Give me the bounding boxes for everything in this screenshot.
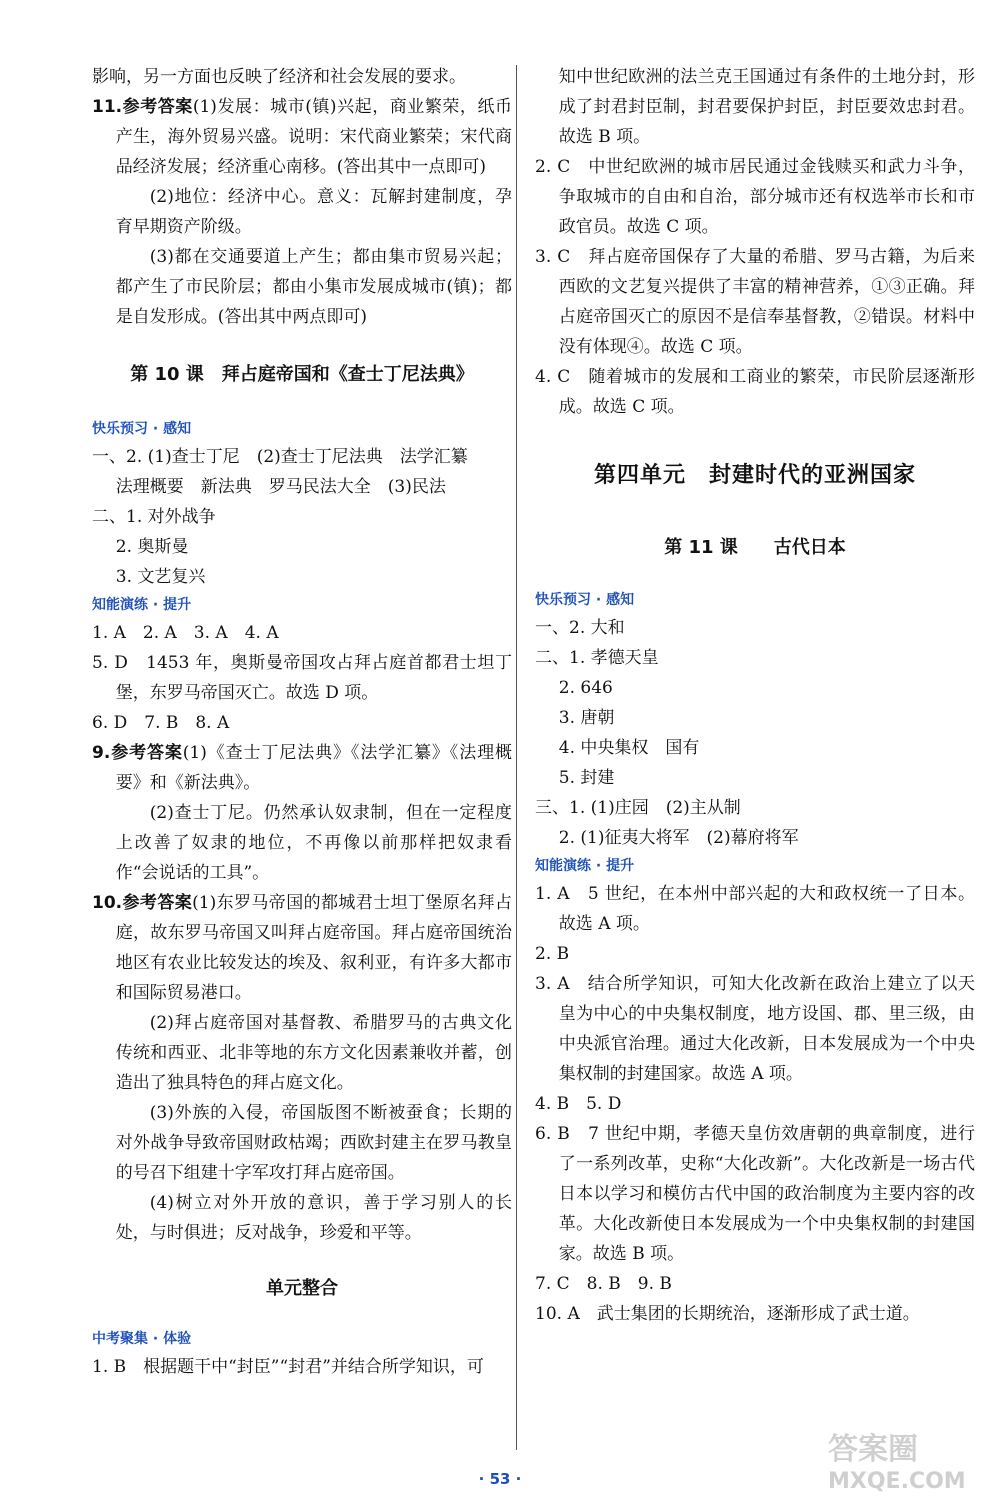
- exam-answer-1: 1. B 根据题干中“封臣”“封君”并结合所学知识，可: [92, 1357, 484, 1377]
- preview-r2e: 5. 封建: [558, 768, 615, 788]
- exam-answer-1-continued: 知中世纪欧洲的法兰克王国通过有条件的土地分封，形成了封君封臣制，封君要保护封臣，封臣要效忠封君。故选 B 项。: [558, 67, 975, 147]
- section-practice: 知能演练 · 提升: [92, 597, 192, 613]
- answers-6-8: 6. D 7. B 8. A: [92, 713, 230, 733]
- lesson-11-title: 第 11 课 古代日本: [664, 537, 846, 558]
- q10-lead: 参考答案: [122, 893, 193, 913]
- section-exam: 中考聚集 · 体验: [92, 1331, 192, 1347]
- q9-part-a: (1)《查士丁尼法典》《法学汇纂》《法理概要》和《新法典》。: [115, 743, 512, 793]
- page-number-value: 53: [489, 1470, 511, 1488]
- preview-2c: 3. 文艺复兴: [115, 567, 206, 587]
- q11-part-c: (3)都在交通要道上产生；都由集市贸易兴起；都产生了市民阶层；都由小集市发展成城市(镇)；都是自发形成。(答出其中两点即可): [115, 247, 512, 327]
- watermark-line1: 答案圈: [828, 1432, 918, 1467]
- q11-lead: 参考答案: [122, 97, 193, 117]
- q10-part-a: (1)东罗马帝国的都城君士坦丁堡原名拜占庭，故东罗马帝国又叫拜占庭帝国。拜占庭帝国统治地区有农业比较发达的埃及、叙利亚，有许多大都市和国际贸易港口。: [115, 893, 512, 1003]
- exam-answer-4: 4. C 随着城市的发展和工商业的繁荣，市民阶层逐渐形成。故选 C 项。: [535, 367, 975, 417]
- watermark-line2: MXQE.COM: [828, 1469, 966, 1494]
- q10-part-b: (2)拜占庭帝国对基督教、希腊罗马的古典文化传统和西亚、北非等地的东方文化因素兼收并蓄，创造出了独具特色的拜占庭文化。: [115, 1013, 512, 1093]
- section-practice-2: 知能演练 · 提升: [535, 858, 635, 874]
- answer-r10: 10. A 武士集团的长期统治，逐渐形成了武士道。: [535, 1304, 920, 1324]
- answer-r3: 3. A 结合所学知识，可知大化改新在政治上建立了以天皇为中心的中央集权制度，地方设国、郡、里三级，由中央派官治理。通过大化改新，日本发展成为一个中央集权制的封建国家。故选 A 项。: [535, 974, 975, 1084]
- q11-part-a: (1)发展：城市(镇)兴起，商业繁荣，纸币产生，海外贸易兴盛。说明：宋代商业繁荣；宋代商品经济发展；经济重心南移。(答出其中一点即可): [115, 97, 512, 177]
- q9-part-b: (2)查士丁尼。仍然承认奴隶制，但在一定程度上改善了奴隶的地位，不再像以前那样把奴隶看作“会说话的工具”。: [115, 803, 512, 883]
- preview-r1: 一、2. 大和: [535, 618, 625, 638]
- left-column: [92, 62, 512, 1382]
- page-number: · 53 ·: [478, 1470, 522, 1488]
- q10-part-d: (4)树立对外开放的意识，善于学习别人的长处，与时俱进；反对战争，珍爱和平等。: [115, 1193, 512, 1243]
- preview-1: 一、2. (1)查士丁尼 (2)查士丁尼法典 法学汇纂: [92, 447, 468, 467]
- preview-r3b: 2. (1)征夷大将军 (2)幕府将军: [558, 828, 799, 848]
- preview-r3: 三、1. (1)庄园 (2)主从制: [535, 798, 741, 818]
- answer-r4-5: 4. B 5. D: [535, 1094, 622, 1114]
- preview-r2c: 3. 唐朝: [558, 708, 615, 728]
- q11-number: 11.: [92, 97, 123, 117]
- q10-number: 10.: [92, 893, 123, 913]
- preview-2b: 2. 奥斯曼: [115, 537, 189, 557]
- unit-4-title: 第四单元 封建时代的亚洲国家: [593, 463, 916, 488]
- question-11: [92, 92, 512, 332]
- question-10: [92, 888, 512, 1248]
- q11-part-b: (2)地位：经济中心。意义：瓦解封建制度，孕育早期资产阶级。: [115, 187, 512, 237]
- unit-summary-title: 单元整合: [266, 1278, 338, 1299]
- q9-lead: 参考答案: [110, 743, 183, 763]
- answer-5: 5. D 1453 年，奥斯曼帝国攻占拜占庭首都君士坦丁堡，东罗马帝国灭亡。故选 D 项。: [92, 653, 512, 703]
- section-preview-2: 快乐预习 · 感知: [535, 592, 635, 608]
- q10-part-c: (3)外族的入侵，帝国版图不断被蚕食；长期的对外战争导致帝国财政枯竭；西欧封建主在罗马教皇的号召下组建十字军攻打拜占庭帝国。: [115, 1103, 512, 1183]
- preview-r2: 二、1. 孝德天皇: [535, 648, 659, 668]
- watermark-logo: [828, 1431, 978, 1501]
- right-column: [535, 62, 975, 1329]
- preview-2: 二、1. 对外战争: [92, 507, 216, 527]
- question-9: [92, 738, 512, 888]
- exam-answer-2: 2. C 中世纪欧洲的城市居民通过金钱赎买和武力斗争，争取城市的自由和自治，部分城市还有权选举市长和市政官员。故选 C 项。: [535, 157, 975, 237]
- answer-r7-9: 7. C 8. B 9. B: [535, 1274, 672, 1294]
- lesson-10-title: 第 10 课 拜占庭帝国和《查士丁尼法典》: [130, 364, 474, 385]
- answer-r1: 1. A 5 世纪，在本州中部兴起的大和政权统一了日本。故选 A 项。: [535, 884, 975, 934]
- left-intro: 影响，另一方面也反映了经济和社会发展的要求。: [92, 67, 466, 87]
- q9-number: 9.: [92, 743, 111, 763]
- preview-1b: 法理概要 新法典 罗马民法大全 (3)民法: [115, 477, 446, 497]
- section-preview: 快乐预习 · 感知: [92, 421, 192, 437]
- answer-r2: 2. B: [535, 944, 570, 964]
- exam-answer-3: 3. C 拜占庭帝国保存了大量的希腊、罗马古籍，为后来西欧的文艺复兴提供了丰富的精神营养，①③正确。拜占庭帝国灭亡的原因不是信奉基督教，②错误。材料中没有体现④。故选 C 项。: [535, 247, 975, 357]
- column-divider: [516, 65, 517, 1450]
- answers-1-4: 1. A 2. A 3. A 4. A: [92, 623, 279, 643]
- answer-r6: 6. B 7 世纪中期，孝德天皇仿效唐朝的典章制度，进行了一系列改革，史称“大化改新”。大化改新是一场古代日本以学习和模仿古代中国的政治制度为主要内容的改革。大化改新使日本发展成为一个中央集权制的封建国家。故选 B 项。: [535, 1124, 975, 1264]
- preview-r2d: 4. 中央集权 国有: [558, 738, 700, 758]
- preview-r2b: 2. 646: [558, 678, 613, 698]
